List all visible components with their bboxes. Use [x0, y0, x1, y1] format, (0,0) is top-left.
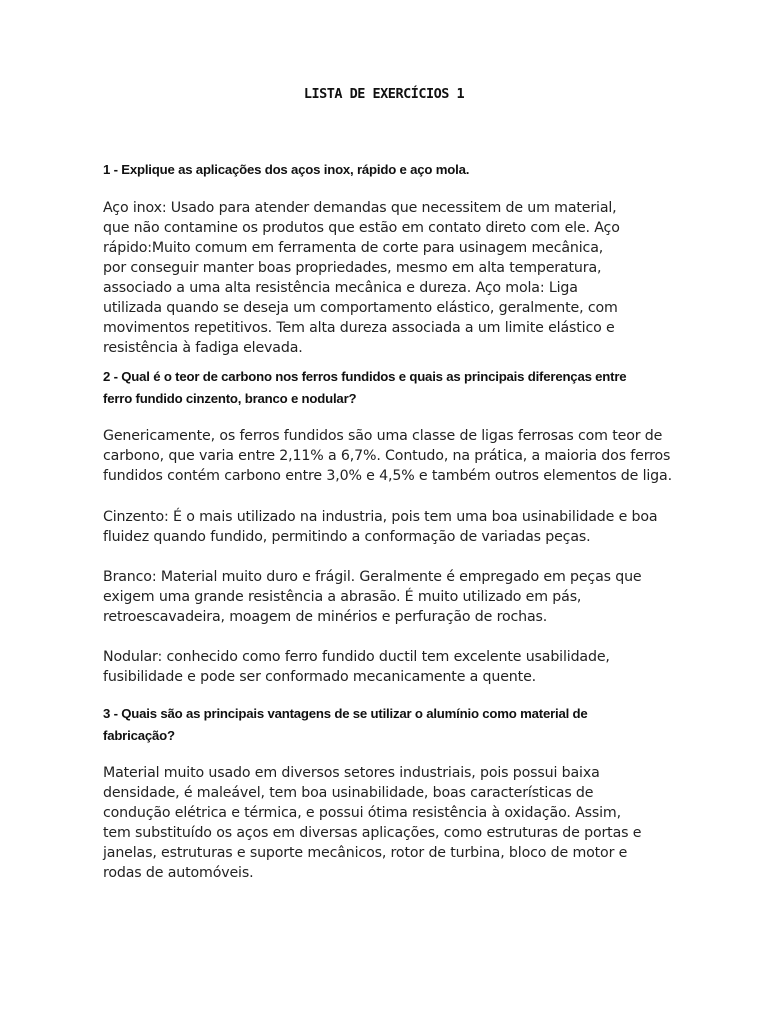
- answer-2-nodular: [103, 647, 703, 687]
- answer-1-line: movimentos repetitivos. Tem alta dureza associada a um limite elástico e: [103, 320, 615, 336]
- answer-2-intro: [103, 426, 703, 486]
- answer-3: [103, 763, 703, 883]
- answer-1-line: por conseguir manter boas propriedades, mesmo em alta temperatura,: [103, 260, 602, 276]
- question-1: 1 - Explique as aplicações dos aços inox, rápido e aço mola.: [103, 162, 470, 177]
- answer-3-line: tem substituído os aços em diversas aplicações, como estruturas de portas e: [103, 825, 642, 841]
- answer-3-line: condução elétrica e térmica, e possui ótima resistência à oxidação. Assim,: [103, 805, 621, 821]
- answer-1-line: associado a uma alta resistência mecânica e dureza. Aço mola: Liga: [103, 280, 578, 296]
- answer-2-line: Cinzento: É o mais utilizado na industria, pois tem uma boa usinabilidade e boa: [103, 509, 658, 525]
- answer-2-cinzento: [103, 507, 703, 547]
- answer-1-line: resistência à fadiga elevada.: [103, 340, 303, 356]
- answer-1-line: que não contamine os produtos que estão em contato direto com ele. Aço: [103, 220, 620, 236]
- question-2: [103, 366, 693, 410]
- answer-1-line: rápido:Muito comum em ferramenta de corte para usinagem mecânica,: [103, 240, 604, 256]
- answer-3-line: janelas, estruturas e suporte mecânicos, rotor de turbina, bloco de motor e: [103, 845, 628, 861]
- question-3-line: 3 - Quais são as principais vantagens de se utilizar o alumínio como material de: [103, 706, 588, 721]
- question-3: [103, 703, 693, 747]
- answer-3-line: rodas de automóveis.: [103, 865, 254, 881]
- answer-3-line: Material muito usado em diversos setores industriais, pois possui baixa: [103, 765, 600, 781]
- answer-2-line: fusibilidade e pode ser conformado mecanicamente a quente.: [103, 669, 537, 685]
- answer-2-line: carbono, que varia entre 2,11% a 6,7%. Contudo, na prática, a maioria dos ferros: [103, 448, 671, 464]
- answer-2-line: Nodular: conhecido como ferro fundido ductil tem excelente usabilidade,: [103, 649, 610, 665]
- answer-1: [103, 198, 703, 358]
- answer-2-line: exigem uma grande resistência a abrasão. É muito utilizado em pás,: [103, 589, 582, 605]
- answer-2-line: fundidos contém carbono entre 3,0% e 4,5% e também outros elementos de liga.: [103, 468, 672, 484]
- answer-2-line: fluidez quando fundido, permitindo a conformação de variadas peças.: [103, 529, 591, 545]
- answer-2-line: Branco: Material muito duro e frágil. Geralmente é empregado em peças que: [103, 569, 642, 585]
- answer-2-branco: [103, 567, 703, 627]
- page-title: LISTA DE EXERCÍCIOS 1: [303, 86, 465, 102]
- question-3-line: fabricação?: [103, 728, 175, 743]
- answer-1-line: utilizada quando se deseja um comportamento elástico, geralmente, com: [103, 300, 618, 316]
- question-2-line: 2 - Qual é o teor de carbono nos ferros fundidos e quais as principais diferenças entre: [103, 369, 627, 384]
- answer-3-line: densidade, é maleável, tem boa usinabilidade, boas características de: [103, 785, 594, 801]
- question-2-line: ferro fundido cinzento, branco e nodular?: [103, 391, 357, 406]
- answer-1-line: Aço inox: Usado para atender demandas que necessitem de um material,: [103, 200, 617, 216]
- answer-2-line: Genericamente, os ferros fundidos são uma classe de ligas ferrosas com teor de: [103, 428, 663, 444]
- answer-2-line: retroescavadeira, moagem de minérios e perfuração de rochas.: [103, 609, 548, 625]
